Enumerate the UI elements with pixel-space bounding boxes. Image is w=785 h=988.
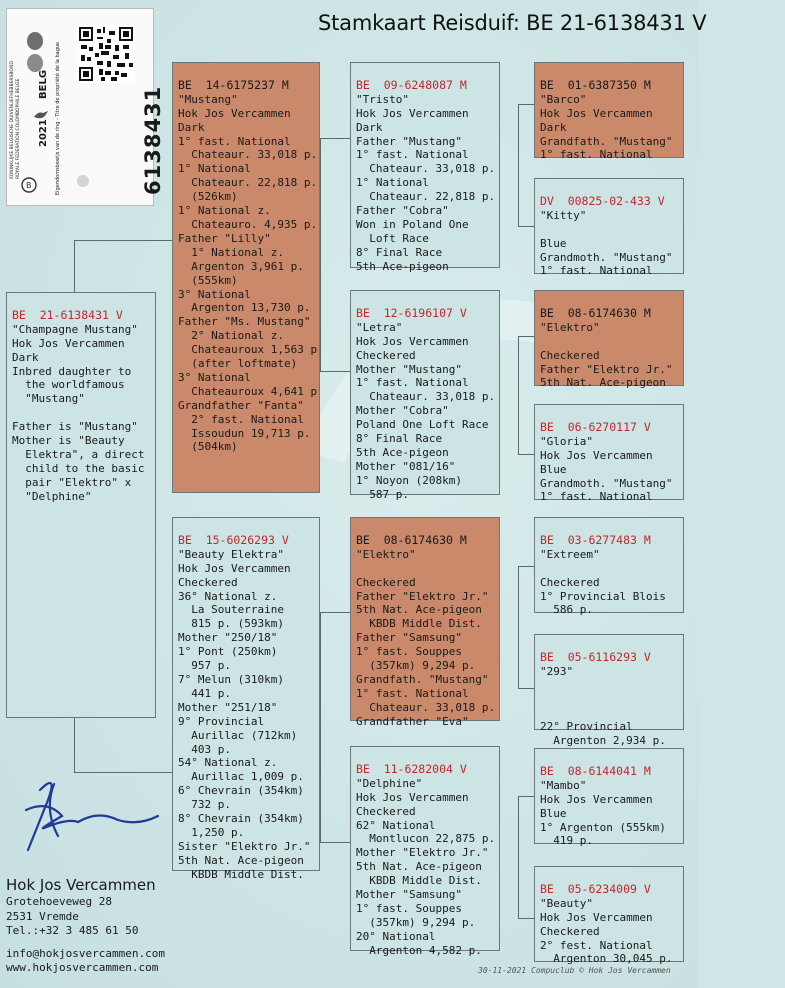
pigeon-details — [540, 548, 678, 618]
footer-date: 30-11-2021 — [478, 966, 527, 975]
detail-line: 5th Ace-pigeon — [356, 445, 449, 459]
detail-line: "Elektro" — [540, 320, 600, 334]
detail-line: KBDB Middle Dist. — [356, 874, 482, 888]
detail-line: 587 p. — [356, 487, 409, 501]
detail-line: 441 p. — [178, 686, 231, 700]
detail-line: (504km) — [178, 440, 238, 454]
ring-number-mfm: BE 05-6116293 V — [540, 649, 651, 664]
page-title: Stamkaart Reisduif: BE 21-6138431 V — [318, 11, 707, 35]
detail-line: Checkered — [356, 804, 416, 818]
detail-line: Grandfather "Fanta" — [178, 398, 304, 412]
connector-line — [74, 240, 75, 292]
owner-spacer — [6, 939, 176, 947]
detail-line: 7° Melun (310km) — [178, 672, 284, 686]
pigeon-details — [12, 323, 150, 504]
detail-line: Hok Jos Vercammen — [540, 448, 653, 462]
detail-line: Argenton 4,582 p. — [356, 943, 482, 957]
ring-crest-icon — [25, 31, 45, 75]
detail-line: Loft Race — [356, 231, 429, 245]
detail-line: Chateaur. 33,018 p. — [178, 148, 318, 162]
kbdb-line-1: KONINKLIJKE BELGISCHE DUIVENLIEFHEBBERSBOND — [10, 61, 15, 179]
detail-line: 54° National z. — [178, 756, 278, 770]
detail-line: (after loftmate) — [178, 357, 298, 371]
detail-line: Argenton 2,934 p. — [540, 734, 666, 748]
pigeon-card-sire-sire — [350, 62, 500, 273]
detail-line: "Mambo" — [540, 778, 587, 792]
detail-line: "Elektro" — [356, 547, 416, 561]
ring-number-ffm: DV 00825-02-433 V — [540, 193, 665, 208]
detail-line: Argenton 13,730 p. — [178, 301, 311, 315]
kbdb-line-2: ROYALE FEDERATION COLOMBOPHILE BELGE — [16, 78, 21, 179]
ring-number-fmf: BE 08-6174630 M — [540, 305, 651, 320]
ring-number-mmf: BE 08-6144041 M — [540, 763, 651, 778]
ring-number-father: BE 14-6175237 M — [178, 77, 289, 92]
connector-line — [320, 138, 350, 139]
detail-line: Dark — [540, 120, 567, 134]
pigeon-details — [540, 93, 678, 163]
detail-line: Father "Cobra" — [356, 204, 449, 218]
detail-line: 1° Noyon (208km) — [356, 473, 462, 487]
detail-line: 5th Nat. Ace-pigeon — [178, 853, 304, 867]
detail-line: Argenton 30,045 p. — [540, 952, 673, 966]
detail-line: 36° National z. — [178, 589, 278, 603]
connector-line — [518, 796, 534, 797]
detail-line: Chateauroux 1,563 p — [178, 343, 318, 357]
detail-line: 3° National — [178, 287, 251, 301]
detail-line: (526km) — [178, 190, 238, 204]
detail-line: Hok Jos Vercammen — [540, 792, 653, 806]
detail-line: Chateauroux 4,641 p — [178, 384, 318, 398]
qr-code-icon — [77, 25, 135, 83]
detail-line: Montlucon 22,875 p. — [356, 832, 496, 846]
detail-line: Hok Jos Vercammen — [356, 334, 469, 348]
detail-line: "Letra" — [356, 320, 403, 334]
detail-line: Sister "Elektro Jr." — [178, 839, 311, 853]
detail-line: Aurillac 1,009 p. — [178, 770, 304, 784]
pigeon-card-mother — [172, 517, 320, 881]
ring-number-dam-dam: BE 11-6282004 V — [356, 761, 467, 776]
detail-line: 957 p. — [178, 659, 231, 673]
pigeon-details — [178, 92, 318, 455]
detail-line: Dark — [356, 120, 383, 134]
detail-line: Grandmoth. "Mustang" — [540, 250, 673, 264]
pigeon-details — [356, 777, 494, 958]
detail-line: 1° fast. National — [540, 490, 653, 504]
detail-line: Checkered — [356, 348, 416, 362]
pigeon-card-mmm — [534, 866, 684, 966]
detail-line: 1,250 p. — [178, 825, 245, 839]
detail-line: Chateaur. 22,818 p. — [178, 176, 318, 190]
detail-line: pair "Elektro" x — [12, 475, 132, 489]
detail-line: Chateaur. 33,018 p. — [356, 390, 496, 404]
ring-country: BELG — [38, 69, 49, 99]
detail-line: Chateaur. 33,018 p. — [356, 162, 496, 176]
detail-line — [356, 562, 494, 576]
pigeon-card-fff — [534, 62, 684, 162]
pigeon-details — [540, 209, 678, 279]
detail-line — [540, 335, 678, 349]
connector-line — [74, 240, 172, 241]
detail-line: Mother "250/18" — [178, 631, 278, 645]
ring-year: 2021 — [38, 119, 49, 147]
owner-city: 2531 Vremde — [6, 909, 79, 923]
pigeon-card-ffm — [534, 178, 684, 278]
detail-line: 403 p. — [178, 742, 231, 756]
connector-line — [518, 336, 519, 454]
punch-hole — [77, 175, 89, 187]
pigeon-card-fmm — [534, 404, 684, 504]
owner-address: Grotehoeveweg 28 — [6, 895, 112, 908]
ring-number-mother: BE 15-6026293 V — [178, 532, 289, 547]
detail-line: La Souterraine — [178, 603, 284, 617]
detail-line: 1° fast. National — [356, 148, 469, 162]
detail-line — [12, 406, 150, 420]
ring-number: 6138431 — [141, 85, 165, 195]
owner-phone: Tel.:+32 3 485 61 50 — [6, 924, 139, 937]
pigeon-card-mfm — [534, 634, 684, 748]
connector-line — [518, 566, 534, 567]
detail-line: 62° National — [356, 818, 436, 832]
detail-line: Father "Samsung" — [356, 631, 462, 645]
connector-line — [518, 454, 534, 455]
detail-line: Hok Jos Vercammen — [12, 336, 125, 350]
detail-line: Poland One Loft Race — [356, 418, 489, 432]
ring-number-subject: BE 21-6138431 V — [12, 307, 123, 322]
detail-line: 1° National — [356, 176, 429, 190]
detail-line: 1° National — [178, 162, 251, 176]
detail-line: "Barco" — [540, 92, 587, 106]
detail-line: 20° National — [356, 929, 436, 943]
detail-line: Mother "Elektro Jr." — [356, 846, 489, 860]
detail-line: 5th Ace-pigeon — [356, 259, 449, 273]
detail-line: "Kitty" — [540, 208, 587, 222]
detail-line: 1° fast. National — [540, 264, 653, 278]
detail-line: (357km) 9,294 p. — [356, 915, 476, 929]
detail-line: "Beauty Elektra" — [178, 547, 284, 561]
detail-line: Mother "081/16" — [356, 459, 456, 473]
detail-line — [540, 707, 678, 721]
detail-line: 732 p. — [178, 798, 231, 812]
detail-line: 9° Provincial — [178, 714, 265, 728]
detail-line: Father "Lilly" — [178, 231, 271, 245]
detail-line: "Extreem" — [540, 547, 600, 561]
pigeon-card-mmf — [534, 748, 684, 848]
detail-line: Hok Jos Vercammen — [540, 910, 653, 924]
ring-number-dam-sire: BE 08-6174630 M — [356, 532, 467, 547]
connector-line — [518, 688, 534, 689]
detail-line: 1° fast. National — [178, 134, 291, 148]
connector-line — [320, 842, 350, 843]
detail-line: Grandmoth. "Mustang" — [540, 476, 673, 490]
detail-line: Elektra", a direct — [12, 447, 145, 461]
footer — [478, 966, 671, 975]
ring-certificate — [6, 8, 165, 206]
detail-line: Hok Jos Vercammen — [356, 106, 469, 120]
pigeon-details — [540, 321, 678, 391]
detail-line: "Tristo" — [356, 92, 409, 106]
detail-line: 1° Argenton (555km) — [540, 820, 666, 834]
ring-number-fmm: BE 06-6270117 V — [540, 419, 651, 434]
detail-line: "Mustang" — [178, 92, 238, 106]
detail-line: Dark — [12, 350, 39, 364]
detail-line: Checkered — [356, 575, 416, 589]
detail-line: Father "Mustang" — [356, 134, 462, 148]
detail-line: 1° fast. Souppes — [356, 645, 462, 659]
detail-line: 1° fast. National — [540, 148, 653, 162]
detail-line: 6° Chevrain (354km) — [178, 784, 304, 798]
detail-line: 1° National z. — [178, 245, 284, 259]
detail-line: Checkered — [178, 575, 238, 589]
owner-block — [6, 876, 176, 976]
detail-line: "Delphine" — [356, 776, 423, 790]
pigeon-card-father — [172, 62, 320, 493]
detail-line: 1° fast. National — [356, 376, 469, 390]
detail-line: 8° Final Race — [356, 245, 443, 259]
detail-line: 5th Nat. Ace-pigeon — [540, 376, 666, 390]
detail-line: Mother "Mustang" — [356, 362, 462, 376]
pigeon-details — [540, 779, 678, 849]
detail-line: Father "Elektro Jr." — [356, 589, 489, 603]
detail-line: 1° Provincial Blois — [540, 589, 666, 603]
pigeon-card-dam-sire — [350, 517, 500, 728]
detail-line: KBDB Middle Dist. — [356, 617, 482, 631]
ring-number-mmm: BE 05-6234009 V — [540, 881, 651, 896]
detail-line: (555km) — [178, 273, 238, 287]
connector-line — [320, 138, 321, 371]
detail-line: Chateauro. 4,935 p. — [178, 217, 318, 231]
detail-line: Checkered — [540, 924, 600, 938]
ring-number-sire-dam: BE 12-6196107 V — [356, 305, 467, 320]
detail-line: Hok Jos Vercammen — [540, 106, 653, 120]
pigeon-icon — [33, 109, 49, 121]
footer-credit: Compuclub © Hok Jos Vercammen — [531, 966, 671, 975]
detail-line: "Delphine" — [12, 489, 92, 503]
detail-line: 8° Chevrain (354km) — [178, 812, 304, 826]
owner-name: Hok Jos Vercammen — [6, 876, 156, 894]
detail-line: Grandfather "Eva" — [356, 714, 469, 728]
detail-line — [540, 693, 678, 707]
detail-line: Mother "251/18" — [178, 700, 278, 714]
owner-signature — [18, 770, 168, 862]
pigeon-details — [178, 548, 314, 882]
kbdb-logo-icon — [21, 177, 37, 193]
connector-line — [518, 104, 534, 105]
detail-line: Aurillac (712km) — [178, 728, 298, 742]
detail-line: Issoudun 19,713 p. — [178, 426, 311, 440]
detail-line: child to the basic — [12, 461, 145, 475]
detail-line: "Beauty" — [540, 896, 593, 910]
detail-line: Hok Jos Vercammen — [178, 106, 291, 120]
detail-line: 5th Nat. Ace-pigeon — [356, 860, 482, 874]
detail-line: 2° National z. — [178, 329, 284, 343]
detail-line: Won in Poland One — [356, 217, 469, 231]
detail-line: 3° National — [178, 370, 251, 384]
detail-line: Argenton 3,961 p. — [178, 259, 304, 273]
detail-line: Checkered — [540, 348, 600, 362]
pigeon-details — [540, 897, 678, 967]
detail-line: Checkered — [540, 575, 600, 589]
connector-line — [320, 612, 350, 613]
detail-line: Blue — [540, 236, 567, 250]
detail-line — [540, 679, 678, 693]
detail-line: Father "Ms. Mustang" — [178, 315, 311, 329]
ring-number-mff: BE 03-6277483 M — [540, 532, 651, 547]
detail-line: 586 p. — [540, 603, 593, 617]
pigeon-card-sire-dam — [350, 290, 500, 501]
detail-line: 1° National z. — [178, 204, 271, 218]
detail-line: "293" — [540, 664, 574, 678]
pigeon-card-mff — [534, 517, 684, 617]
detail-line: 8° Final Race — [356, 432, 443, 446]
detail-line: "Mustang" — [12, 392, 85, 406]
svg-text:B: B — [26, 181, 32, 190]
detail-line: the worldfamous — [12, 378, 125, 392]
pigeon-card-fmf — [534, 290, 684, 390]
connector-line — [518, 566, 519, 688]
ring-certificate-strip — [7, 9, 63, 205]
detail-line — [540, 223, 678, 237]
detail-line: 419 p. — [540, 834, 593, 848]
detail-line: 815 p. (593km) — [178, 617, 284, 631]
detail-line: Grandfath. "Mustang" — [356, 672, 489, 686]
detail-line: 2° fest. National — [540, 938, 653, 952]
cert-line: Eigendomsbewijs van de ring - Titre de propriété de la bague — [55, 41, 61, 195]
detail-line: 1° fast. National — [356, 686, 469, 700]
pigeon-details — [356, 93, 494, 274]
detail-line: Dark — [178, 120, 205, 134]
pigeon-details — [540, 435, 678, 505]
pigeon-card-subject — [6, 292, 156, 718]
pigeon-details — [356, 548, 494, 729]
connector-line — [320, 612, 321, 842]
detail-line: Father "Elektro Jr." — [540, 362, 673, 376]
detail-line: Chateaur. 22,818 p. — [356, 190, 496, 204]
detail-line — [540, 562, 678, 576]
connector-line — [74, 718, 75, 772]
detail-line: (357km) 9,294 p. — [356, 659, 476, 673]
detail-line: 22° Provincial — [540, 720, 633, 734]
detail-line: Blue — [540, 462, 567, 476]
connector-line — [518, 226, 534, 227]
pigeon-details — [540, 665, 678, 748]
connector-line — [518, 336, 534, 337]
detail-line: Mother is "Beauty — [12, 434, 125, 448]
detail-line: Inbred daughter to — [12, 364, 132, 378]
detail-line: Hok Jos Vercammen — [356, 790, 469, 804]
detail-line: "Champagne Mustang" — [12, 322, 138, 336]
detail-line: "Gloria" — [540, 434, 593, 448]
owner-website[interactable]: www.hokjosvercammen.com — [6, 961, 159, 974]
detail-line: Hok Jos Vercammen — [178, 561, 291, 575]
ring-number-fff: BE 01-6387350 M — [540, 77, 651, 92]
detail-line: Mother "Samsung" — [356, 888, 462, 902]
detail-line: 2° fast. National — [178, 412, 304, 426]
connector-line — [320, 371, 350, 372]
detail-line: Grandfath. "Mustang" — [540, 134, 673, 148]
detail-line: Father is "Mustang" — [12, 420, 138, 434]
detail-line: 5th Nat. Ace-pigeon — [356, 603, 482, 617]
detail-line: KBDB Middle Dist. — [178, 867, 304, 881]
detail-line: Chateaur. 33,018 p. — [356, 700, 496, 714]
pigeon-card-dam-dam — [350, 746, 500, 957]
connector-line — [518, 104, 519, 226]
detail-line: Mother "Cobra" — [356, 404, 449, 418]
ring-number-sire-sire: BE 09-6248087 M — [356, 77, 467, 92]
detail-line: 1° fast. Souppes — [356, 901, 462, 915]
detail-line: Blue — [540, 806, 567, 820]
pigeon-details — [356, 321, 494, 502]
connector-line — [518, 796, 519, 918]
connector-line — [518, 918, 534, 919]
owner-email[interactable]: info@hokjosvercammen.com — [6, 946, 165, 960]
detail-line: 1° Pont (250km) — [178, 645, 278, 659]
